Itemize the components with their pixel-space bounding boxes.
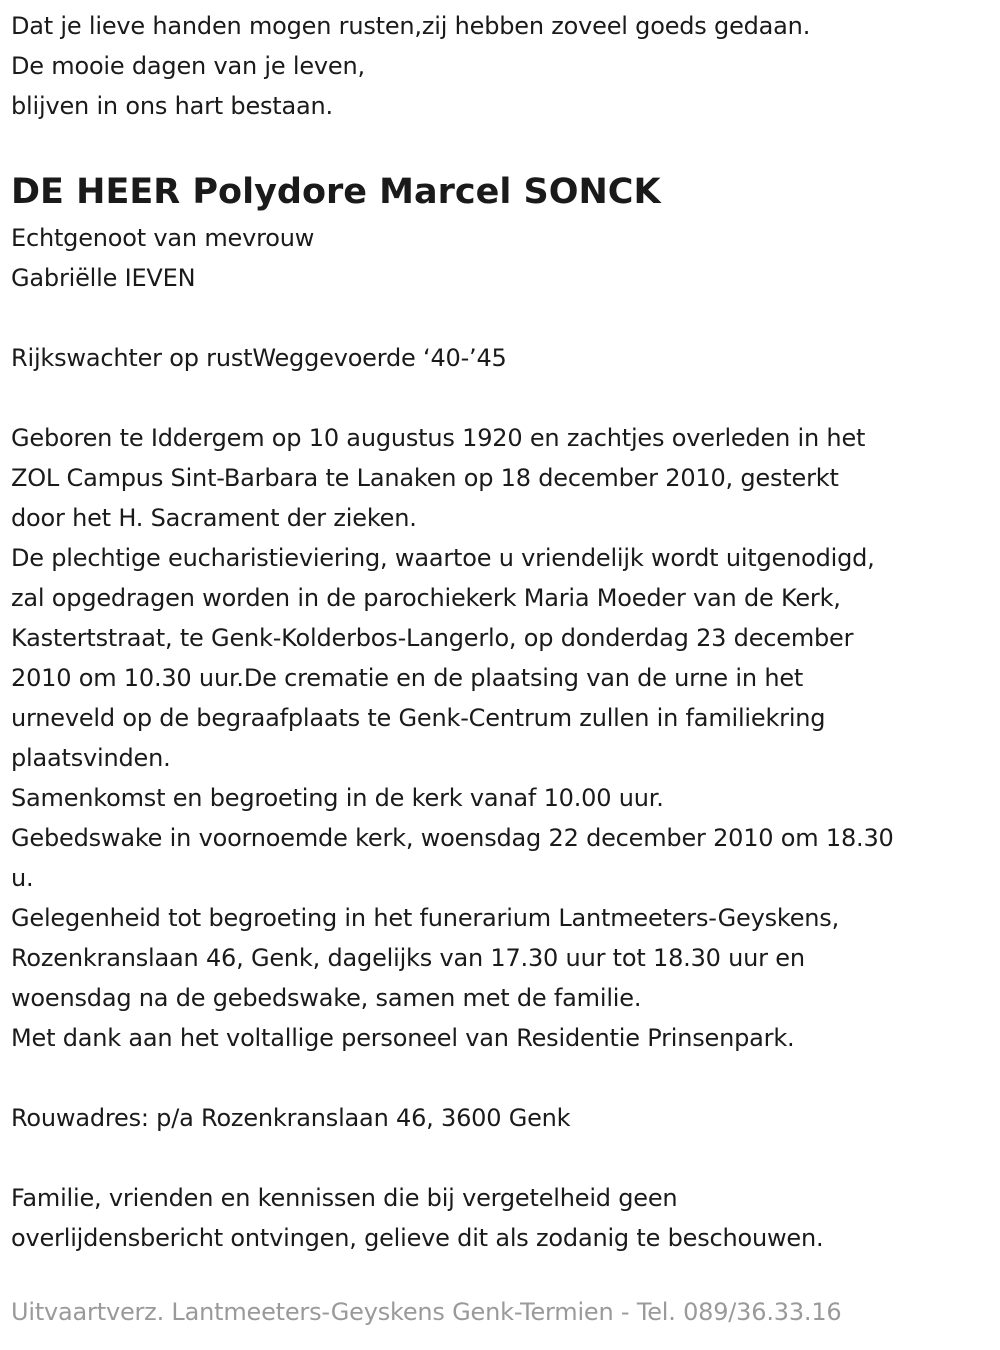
- body-line: Samenkomst en begroeting in de kerk vanaf 10.00 uur.: [11, 784, 664, 812]
- occupation: Rijkswachter op rustWeggevoerde ‘40-’45: [11, 344, 507, 372]
- body-line: 2010 om 10.30 uur.De crematie en de plaatsing van de urne in het: [11, 664, 804, 692]
- deceased-name: DE HEER Polydore Marcel SONCK: [11, 172, 661, 212]
- funeral-home-footer: Uitvaartverz. Lantmeeters-Geyskens Genk-Termien - Tel. 089/36.33.16: [11, 1298, 842, 1326]
- body-line: plaatsvinden.: [11, 744, 171, 772]
- mourning-address: Rouwadres: p/a Rozenkranslaan 46, 3600 Genk: [11, 1104, 571, 1132]
- spouse-info: [11, 218, 996, 298]
- poem: [11, 6, 996, 126]
- poem-line: blijven in ons hart bestaan.: [11, 92, 333, 120]
- notice-body: [11, 418, 996, 1058]
- body-line: Rozenkranslaan 46, Genk, dagelijks van 17.30 uur tot 18.30 uur en: [11, 944, 805, 972]
- spouse-line: Gabriëlle IEVEN: [11, 264, 196, 292]
- body-line: Gebedswake in voornoemde kerk, woensdag 22 december 2010 om 18.30: [11, 824, 894, 852]
- closing-line: overlijdensbericht ontvingen, gelieve dit als zodanig te beschouwen.: [11, 1224, 824, 1252]
- body-line: Kastertstraat, te Genk-Kolderbos-Langerlo, op donderdag 23 december: [11, 624, 854, 652]
- body-line: Gelegenheid tot begroeting in het funerarium Lantmeeters-Geyskens,: [11, 904, 840, 932]
- spouse-line: Echtgenoot van mevrouw: [11, 224, 315, 252]
- body-line: u.: [11, 864, 34, 892]
- body-line: De plechtige eucharistieviering, waartoe u vriendelijk wordt uitgenodigd,: [11, 544, 875, 572]
- poem-line: Dat je lieve handen mogen rusten,zij hebben zoveel goeds gedaan.: [11, 12, 811, 40]
- death-notice: [11, 6, 996, 1258]
- body-line: door het H. Sacrament der zieken.: [11, 504, 417, 532]
- body-line: urneveld op de begraafplaats te Genk-Centrum zullen in familiekring: [11, 704, 826, 732]
- body-line: Geboren te Iddergem op 10 augustus 1920 en zachtjes overleden in het: [11, 424, 866, 452]
- closing-note: [11, 1178, 996, 1258]
- closing-line: Familie, vrienden en kennissen die bij vergetelheid geen: [11, 1184, 678, 1212]
- body-line: woensdag na de gebedswake, samen met de familie.: [11, 984, 642, 1012]
- poem-line: De mooie dagen van je leven,: [11, 52, 365, 80]
- body-line: ZOL Campus Sint-Barbara te Lanaken op 18 december 2010, gesterkt: [11, 464, 839, 492]
- body-line: Met dank aan het voltallige personeel van Residentie Prinsenpark.: [11, 1024, 795, 1052]
- body-line: zal opgedragen worden in de parochiekerk Maria Moeder van de Kerk,: [11, 584, 841, 612]
